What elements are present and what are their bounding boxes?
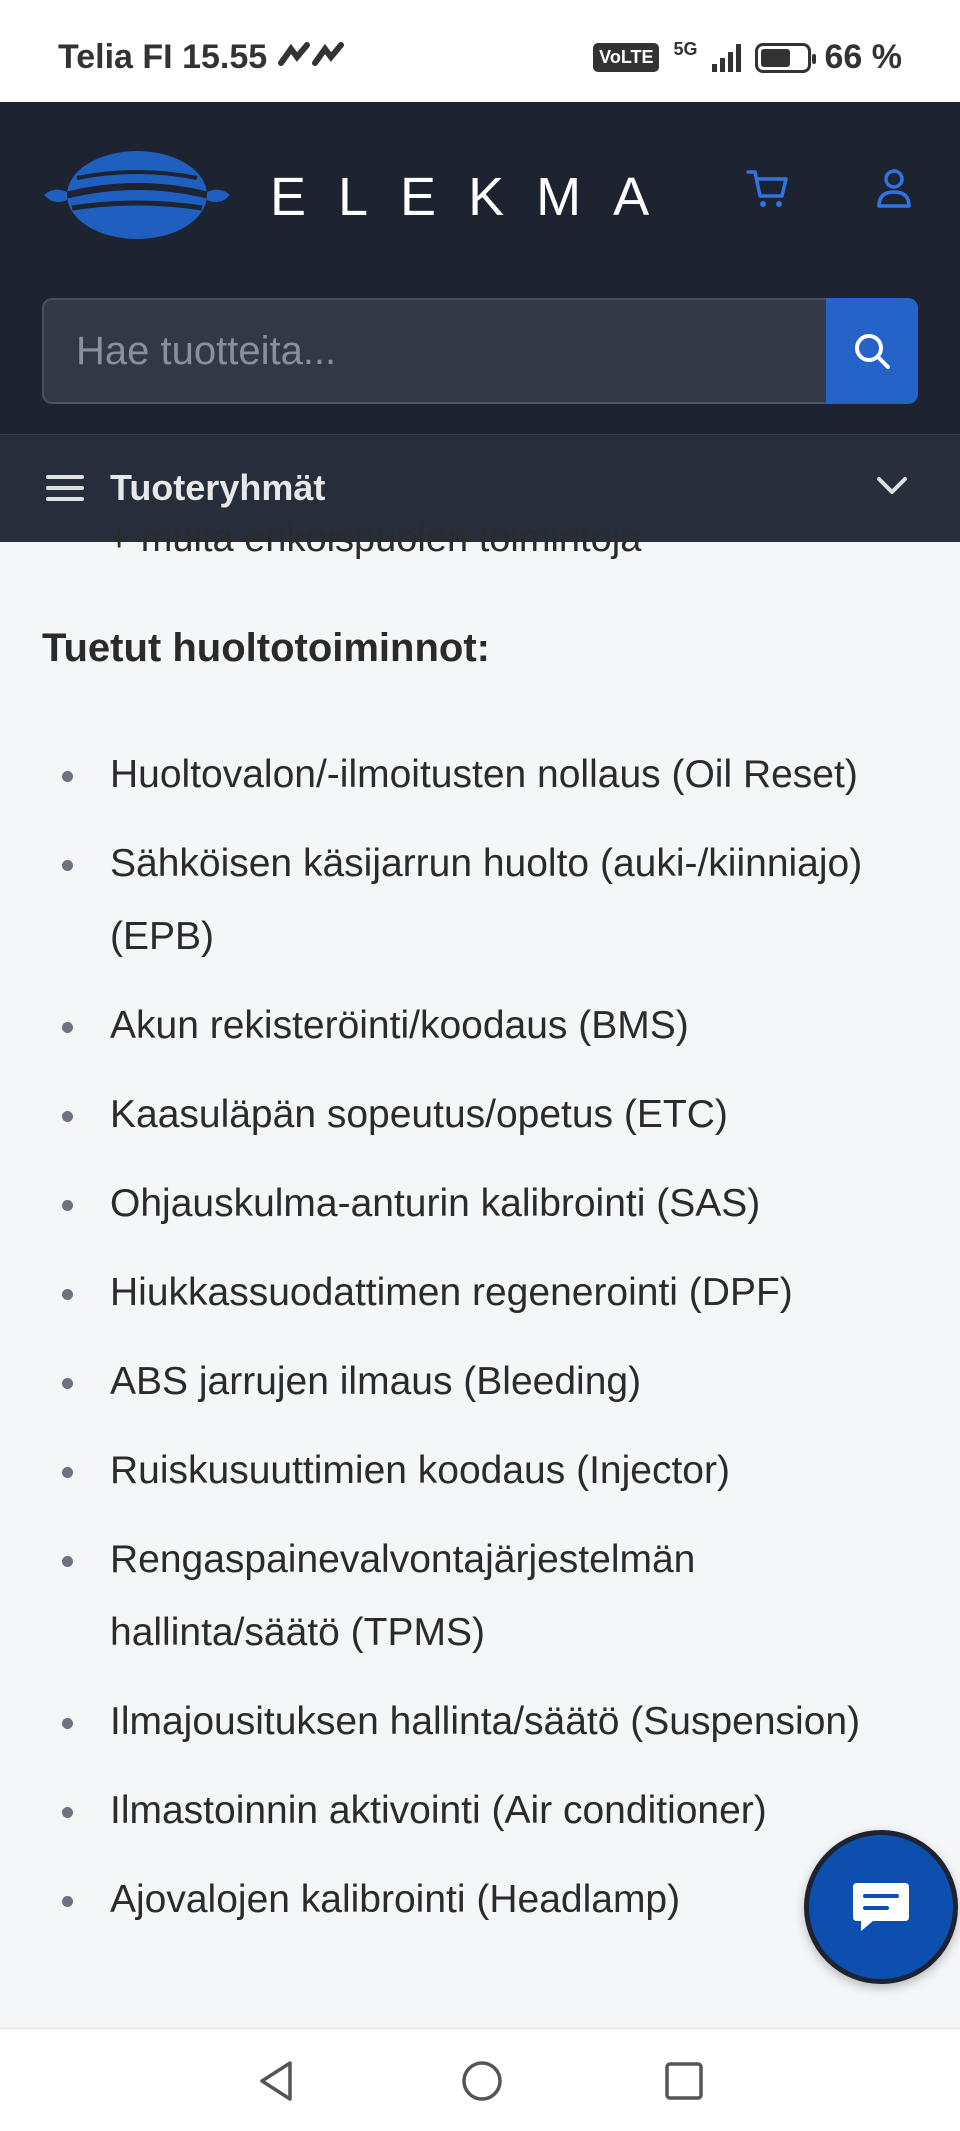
carrier-time: Telia FI 15.55 [58,38,268,76]
list-item: Ruiskusuuttimien koodaus (Injector) [42,1434,922,1507]
chevron-down-icon [876,475,908,497]
signal-wave-icon [277,43,347,73]
list-item: Ilmastoinnin aktivointi (Air conditioner) [42,1774,922,1847]
elekma-logo-icon[interactable] [42,148,232,242]
brand-wordmark[interactable]: ELEKMA [270,167,682,227]
status-right [593,38,902,77]
list-item: ABS jarrujen ilmaus (Bleeding) [42,1345,922,1418]
cut-off-text: + muita erikoispuolen toimintoja [108,518,642,560]
chat-bubble-icon [851,1879,911,1935]
network-type: 5G [673,39,698,59]
category-menu-label: Tuoteryhmät [110,467,326,508]
chat-button[interactable] [804,1830,958,1984]
search-input[interactable] [42,298,826,404]
search-icon [852,331,892,371]
recent-apps-icon[interactable] [664,2061,704,2101]
back-icon[interactable] [256,2059,296,2103]
list-item: Sähköisen käsijarrun huolto (auki-/kiinniajo) (EPB) [42,827,922,973]
user-account-icon[interactable] [874,166,914,210]
status-bar [0,0,960,102]
search-button[interactable] [826,298,918,404]
cart-icon[interactable] [746,166,790,210]
section-title: Tuetut huoltotoiminnot: [42,626,490,670]
list-item: Ohjauskulma-anturin kalibrointi (SAS) [42,1167,922,1240]
battery-icon [755,43,811,73]
product-description [0,518,960,2028]
signal-strength-icon [712,44,741,72]
list-item: Hiukkassuodattimen regenerointi (DPF) [42,1256,922,1329]
hamburger-menu-icon [46,473,84,503]
list-item: Ilmajousituksen hallinta/säätö (Suspension) [42,1685,922,1758]
site-header [0,102,960,434]
list-item: Akun rekisteröinti/koodaus (BMS) [42,989,922,1062]
home-icon[interactable] [460,2059,504,2103]
service-functions-list [42,738,922,1952]
volte-badge: VoLTE [593,43,659,72]
list-item: Huoltovalon/-ilmoitusten nollaus (Oil Reset) [42,738,922,811]
search-form [42,298,918,404]
status-left [58,38,347,77]
battery-percent: 66 % [824,38,902,76]
list-item: Ajovalojen kalibrointi (Headlamp) [42,1863,922,1936]
system-nav-bar [0,2028,960,2131]
list-item: Rengaspainevalvontajärjestelmän hallinta/säätö (TPMS) [42,1523,922,1669]
list-item: Kaasuläpän sopeutus/opetus (ETC) [42,1078,922,1151]
